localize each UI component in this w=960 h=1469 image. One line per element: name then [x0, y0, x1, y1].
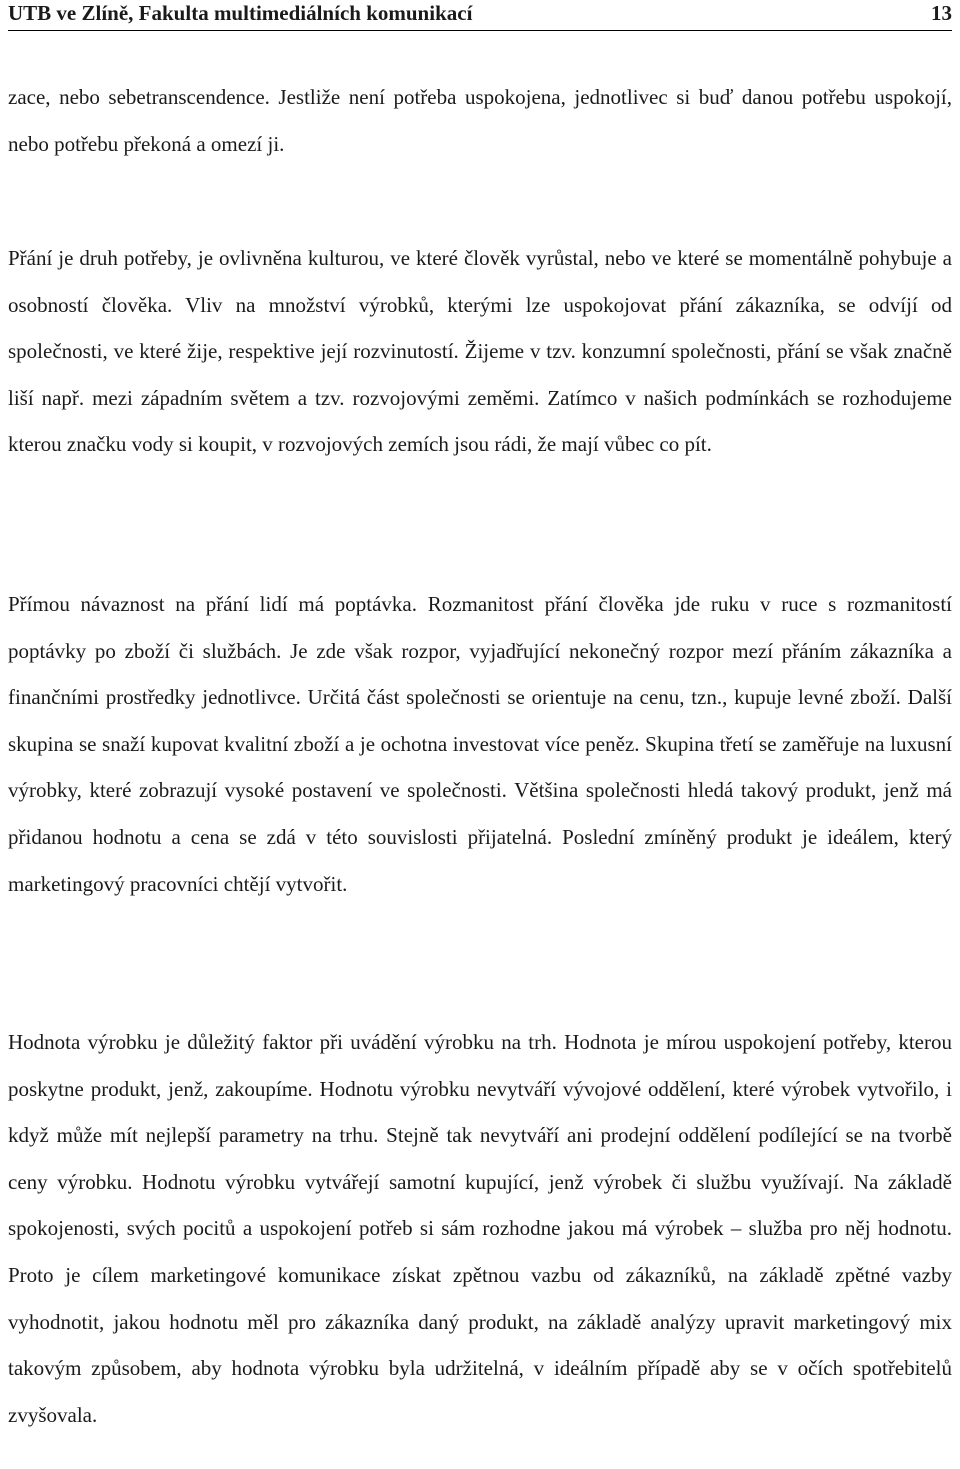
- page-number: 13: [931, 1, 952, 25]
- page-header: [8, 0, 952, 31]
- paragraph-3: Přímou návaznost na přání lidí má poptávka. Rozmanitost přání člověka jde ruku v ruce s rozmanitostí poptávky po zboží či službách. Je zde však rozpor, vyjadřující nekonečný rozpor mezí přáním zákazníka a finančními prostředky jednotlivce. Určitá část společnosti se orientuje na cenu, tzn., kupuje levné zboží. Další skupina se snaží kupovat kvalitní zboží a je ochotna investovat více peněz. Skupina třetí se zaměřuje na luxusní výrobky, které zobrazují vysoké postavení ve společnosti. Většina společnosti hledá takový produkt, jenž má přidanou hodnotu a cena se zdá v této souvislosti přijatelná. Poslední zmíněný produkt je ideálem, který marketingový pracovníci chtějí vytvořit.: [8, 592, 952, 896]
- paragraph-4: Hodnota výrobku je důležitý faktor při uvádění výrobku na trh. Hodnota je mírou uspokojení potřeby, kterou poskytne produkt, jenž, zakoupíme. Hodnotu výrobku nevytváří vývojové oddělení, které výrobek vytvořilo, i když může mít nejlepší parametry na trhu. Stejně tak nevytváří ani prodejní oddělení podílející se na tvorbě ceny výrobku. Hodnotu výrobku vytvářejí samotní kupující, jenž výrobek či službu využívají. Na základě spokojenosti, svých pocitů a uspokojení potřeb si sám rozhodne jakou má výrobek – služba pro něj hodnotu. Proto je cílem marketingové komunikace získat zpětnou vazbu od zákazníků, na základě zpětné vazby vyhodnotit, jakou hodnotu měl pro zákazníka daný produkt, na základě analýzy upravit marketingový mix takovým způsobem, aby hodnota výrobku byla udržitelná, v ideálním případě aby se v očích spotřebitelů zvyšovala.: [8, 1030, 952, 1427]
- paragraph-1: zace, nebo sebetranscendence. Jestliže není potřeba uspokojena, jednotlivec si buď danou potřebu uspokojí, nebo potřebu překoná a omezí ji.: [8, 85, 952, 156]
- paragraph-2: Přání je druh potřeby, je ovlivněna kulturou, ve které člověk vyrůstal, nebo ve které se momentálně pohybuje a osobností člověka. Vliv na množství výrobků, kterými lze uspokojovat přání zákazníka, se odvíjí od společnosti, ve které žije, respektive její rozvinutostí. Žijeme v tzv. konzumní společnosti, přání se však značně liší např. mezi západním světem a tzv. rozvojovými zeměmi. Zatímco v našich podmínkách se rozhodujeme kterou značku vody si koupit, v rozvojových zemích jsou rádi, že mají vůbec co pít.: [8, 246, 952, 457]
- header-title: UTB ve Zlíně, Fakulta multimediálních komunikací: [8, 1, 473, 25]
